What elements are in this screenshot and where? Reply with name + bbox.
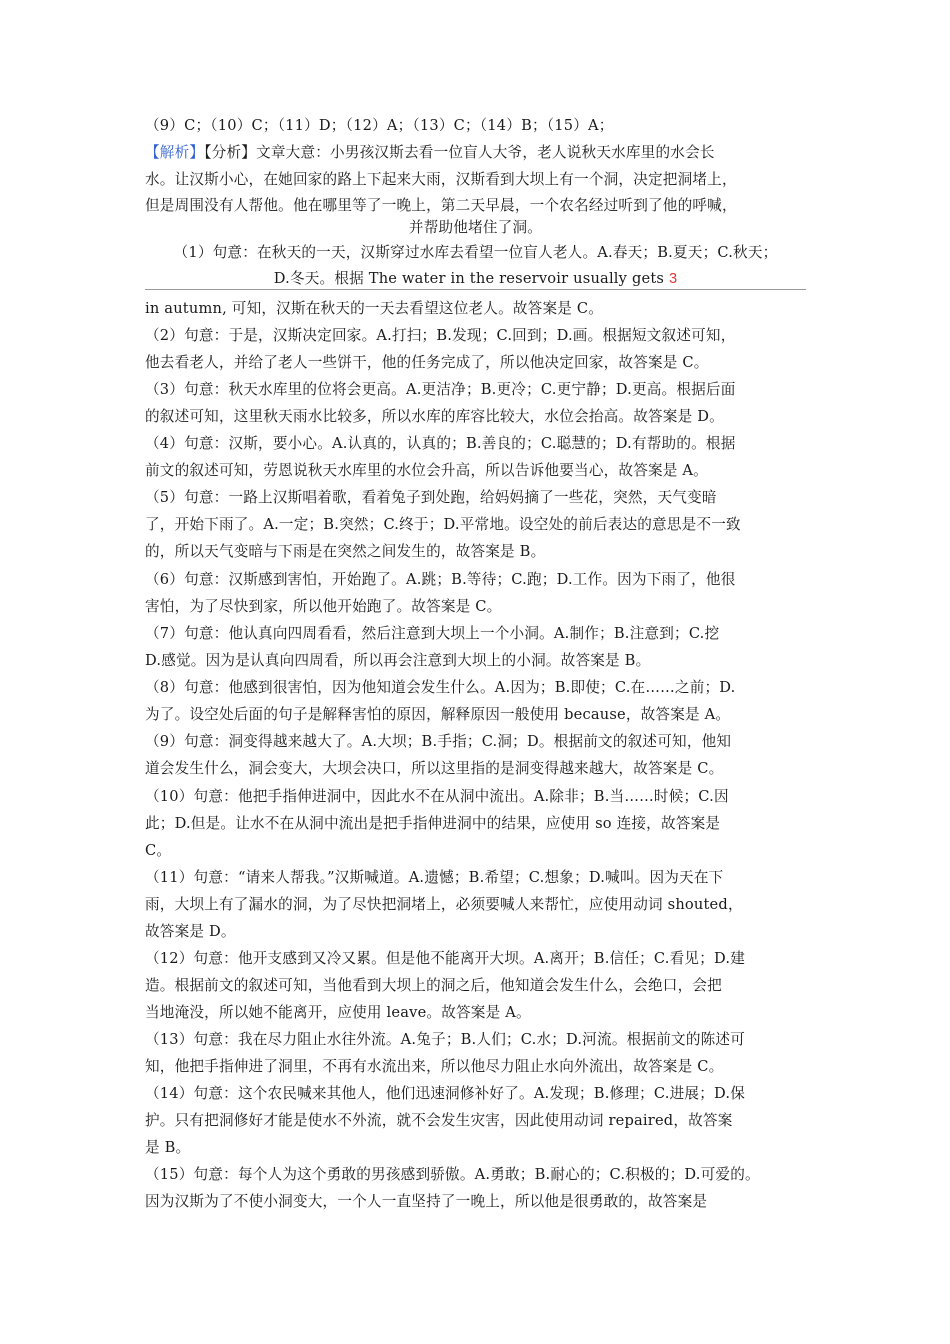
split-line: [145, 269, 806, 289]
body-line: 他去看老人，并给了老人一些饼干，他的任务完成了，所以他决定回家，故答案是 C。: [145, 354, 709, 371]
body-line: 当地淹没，所以她不能离开，应使用 leave。故答案是 A。: [145, 1004, 531, 1021]
body-line: （12）句意：他开支感到又冷又累。但是他不能离开大坝。A.离开；B.信任；C.看见；D.建: [145, 950, 745, 967]
body-line: C。: [145, 842, 172, 859]
analysis-line-4: 并帮助他堵住了洞。: [408, 219, 543, 236]
body-line: 的叙述可知，这里秋天雨水比较多，所以水库的库容比较大，水位会抬高。故答案是 D。: [145, 408, 724, 425]
body-line: （9）句意：洞变得越来越大了。A.大坝；B.手指；C.洞；D。根据前文的叙述可知，他知: [145, 733, 732, 750]
body-line: （10）句意：他把手指伸进洞中，因此水不在从洞中流出。A.除非；B.当……时候；C.因: [145, 788, 729, 805]
analysis-line-1: [145, 143, 715, 163]
body-line: （3）句意：秋天水库里的位将会更高。A.更洁净；B.更冷；C.更宁静；D.更高。根据后面: [145, 381, 736, 398]
body-line: （6）句意：汉斯感到害怕，开始跑了。A.跳；B.等待；C.跑；D.工作。因为下雨了，他很: [145, 571, 736, 588]
page-number: 3: [668, 271, 678, 287]
analysis-text: 【分析】文章大意：小男孩汉斯去看一位盲人大爷，老人说秋天水库里的水会长: [204, 144, 715, 161]
body-line: （8）句意：他感到很害怕，因为他知道会发生什么。A.因为；B.即使；C.在……之前；D.: [145, 679, 736, 696]
body-line: 的，所以天气变暗与下雨是在突然之间发生的，故答案是 B。: [145, 543, 546, 560]
body-line: 护。只有把洞修好才能是使水不外流，就不会发生灾害，因此使用动词 repaired，故答案: [145, 1112, 733, 1129]
body-line: 害怕，为了尽快到家，所以他开始跑了。故答案是 C。: [145, 598, 502, 615]
body-line: 知，他把手指伸进了洞里，不再有水流出来，所以他尽力阻止水向外流出，故答案是 C。: [145, 1058, 724, 1075]
body-line: D.感觉。因为是认真向四周看，所以再会注意到大坝上的小洞。故答案是 B。: [145, 652, 651, 669]
page-break-rule: [145, 289, 806, 290]
body-line: 前文的叙述可知，劳恩说秋天水库里的水位会升高，所以告诉他要当心，故答案是 A。: [145, 462, 708, 479]
body-line: （15）句意：每个人为这个勇敢的男孩感到骄傲。A.勇敢；B.耐心的；C.积极的；D.可爱的。: [145, 1166, 760, 1183]
body-line: 道会发生什么，洞会变大，大坝会决口，所以这里指的是洞变得越来越大，故答案是 C。: [145, 760, 724, 777]
analysis-tag: 【解析】: [145, 144, 205, 161]
body-line: （4）句意：汉斯，要小心。A.认真的，认真的；B.善良的；C.聪慧的；D.有帮助的。根据: [145, 435, 736, 452]
body-line: 造。根据前文的叙述可知，当他看到大坝上的洞之后，他知道会发生什么，会绝口，会把: [145, 977, 722, 994]
body-line: 了，开始下雨了。A.一定；B.突然；C.终于；D.平常地。设空处的前后表达的意思是不一致: [145, 516, 741, 533]
body-line: 为了。设空处后面的句子是解释害怕的原因，解释原因一般使用 because，故答案是 A。: [145, 706, 731, 723]
body-line: 此；D.但是。让水不在从洞中流出是把手指伸进洞中的结果，应使用 so 连接，故答案是: [145, 815, 721, 832]
answers-line: （9）C；（10）C；（11）D；（12）A；（13）C；（14）B；（15）A；: [145, 117, 614, 134]
split-line-text: D.冬天。根据 The water in the reservoir usually gets: [273, 270, 669, 287]
body-line: （2）句意：于是，汉斯决定回家。A.打扫；B.发现；C.回到；D.画。根据短文叙述可知，: [145, 327, 736, 344]
body-line: （5）句意：一路上汉斯唱着歌，看着兔子到处跑，给妈妈摘了一些花，突然，天气变暗: [145, 489, 717, 506]
body-line: （14）句意：这个农民喊来其他人，他们迅速洞修补好了。A.发现；B.修理；C.进展；D.保: [145, 1085, 745, 1102]
body-line: 因为汉斯为了不使小洞变大，一个人一直坚持了一晚上，所以他是很勇敢的，故答案是: [145, 1193, 708, 1210]
analysis-line-2: 水。让汉斯小心，在她回家的路上下起来大雨，汉斯看到大坝上有一个洞，决定把洞堵上，: [145, 171, 737, 188]
body-line: （13）句意：我在尽力阻止水往外流。A.兔子；B.人们；C.水；D.河流。根据前文的陈述可: [145, 1031, 745, 1048]
body-line: 是 B。: [145, 1139, 191, 1156]
body-line: in autumn, 可知，汉斯在秋天的一天去看望这位老人。故答案是 C。: [145, 300, 604, 317]
body-line: （7）句意：他认真向四周看看，然后注意到大坝上一个小洞。A.制作；B.注意到；C.挖: [145, 625, 720, 642]
analysis-line-3: 但是周围没有人帮他。他在哪里等了一晚上，第二天早晨，一个农名经过听到了他的呼喊，: [145, 197, 737, 214]
body-line: 故答案是 D。: [145, 923, 236, 940]
body-line: （11）句意：“请来人帮我。”汉斯喊道。A.遗憾；B.希望；C.想象；D.喊叫。因为天在下: [145, 869, 724, 886]
body-line: 雨，大坝上有了漏水的洞，为了尽快把洞堵上，必须要喊人来帮忙，应使用动词 shouted，: [145, 896, 743, 913]
analysis-line-5: （1）句意：在秋天的一天，汉斯穿过水库去看望一位盲人老人。A.春天；B.夏天；C.秋天；: [173, 244, 778, 261]
